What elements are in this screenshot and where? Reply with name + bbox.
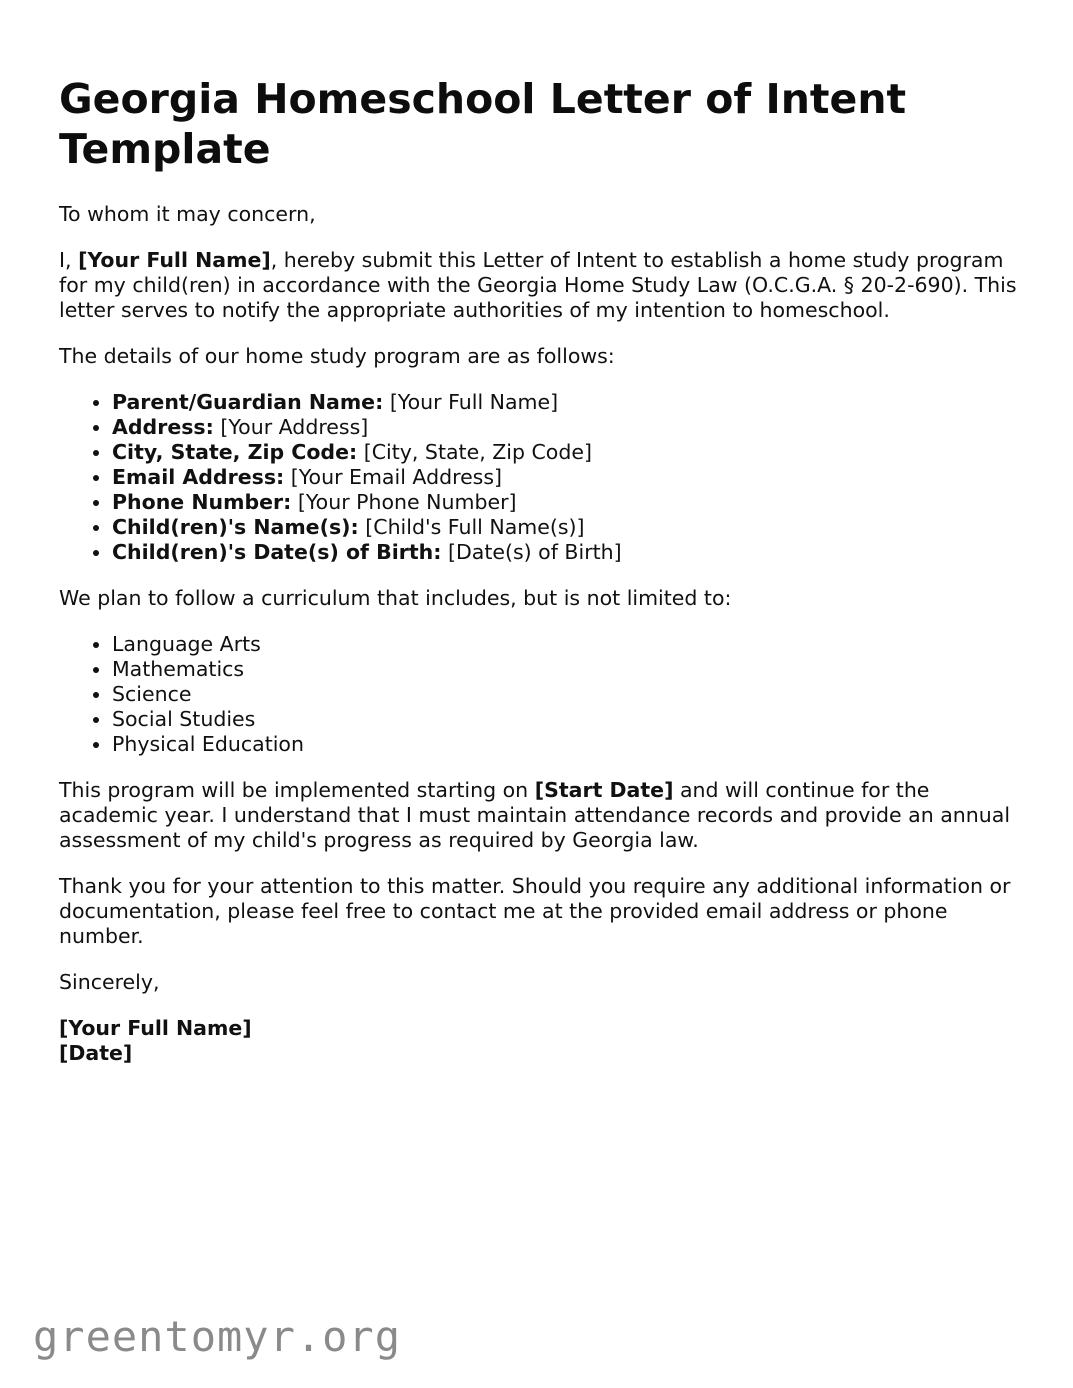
detail-value: [Your Full Name] <box>383 390 559 414</box>
list-item: • Language Arts <box>112 632 1019 657</box>
detail-label: Child(ren)'s Date(s) of Birth: <box>112 540 442 564</box>
salutation: To whom it may concern, <box>59 202 316 226</box>
list-item <box>112 465 1019 490</box>
signature-date: [Date] <box>59 1041 133 1065</box>
detail-label: Address: <box>112 415 214 439</box>
list-item <box>112 415 1019 440</box>
list-item: • Science <box>112 682 1019 707</box>
detail-value: [Your Address] <box>213 415 369 439</box>
program-paragraph <box>59 778 1019 853</box>
details-list <box>59 390 1019 565</box>
letter-document <box>59 74 1019 1087</box>
program-prefix: This program will be implemented starting on <box>59 778 535 802</box>
detail-label: Parent/Guardian Name: <box>112 390 384 414</box>
intro-prefix: I, <box>59 248 79 272</box>
detail-label: Phone Number: <box>112 490 292 514</box>
detail-label: City, State, Zip Code: <box>112 440 358 464</box>
page-title: Georgia Homeschool Letter of Intent Template <box>59 75 907 173</box>
intro-paragraph <box>59 248 1019 323</box>
detail-label: Email Address: <box>112 465 285 489</box>
signature-name: [Your Full Name] <box>59 1016 252 1040</box>
list-item: • Physical Education <box>112 732 1019 757</box>
start-date-placeholder: [Start Date] <box>534 778 674 802</box>
list-item <box>112 540 1019 565</box>
detail-value: [City, State, Zip Code] <box>357 440 592 464</box>
list-item <box>112 515 1019 540</box>
detail-value: [Date(s) of Birth] <box>441 540 622 564</box>
signature-block <box>59 1016 1019 1066</box>
intro-suffix: , hereby submit this Letter of Intent to establish a home study program for my child(ren) in accordance with the Georgia Home Study Law (O.C.G.A. § 20-2-690). This letter serves to notify the appropriate authorities of my intention to homeschool. <box>59 248 1017 322</box>
detail-label: Child(ren)'s Name(s): <box>112 515 359 539</box>
list-item <box>112 390 1019 415</box>
curriculum-list <box>59 632 1019 757</box>
program-suffix: and will continue for the academic year. I understand that I must maintain attendance records and provide an annual assessment of my child's progress as required by Georgia law. <box>59 778 1011 852</box>
curriculum-intro: We plan to follow a curriculum that includes, but is not limited to: <box>59 586 732 610</box>
detail-value: [Child's Full Name(s)] <box>358 515 585 539</box>
detail-value: [Your Email Address] <box>284 465 503 489</box>
intro-name-placeholder: [Your Full Name] <box>78 248 271 272</box>
sign-off: Sincerely, <box>59 970 160 994</box>
closing-paragraph: Thank you for your attention to this matter. Should you require any additional information or documentation, please feel free to contact me at the provided email address or phone number. <box>59 874 1011 948</box>
list-item <box>112 490 1019 515</box>
detail-value: [Your Phone Number] <box>291 490 517 514</box>
details-intro: The details of our home study program are as follows: <box>59 344 615 368</box>
list-item: • Mathematics <box>112 657 1019 682</box>
watermark: greentomyr.org <box>33 1312 402 1361</box>
list-item: • Social Studies <box>112 707 1019 732</box>
list-item <box>112 440 1019 465</box>
